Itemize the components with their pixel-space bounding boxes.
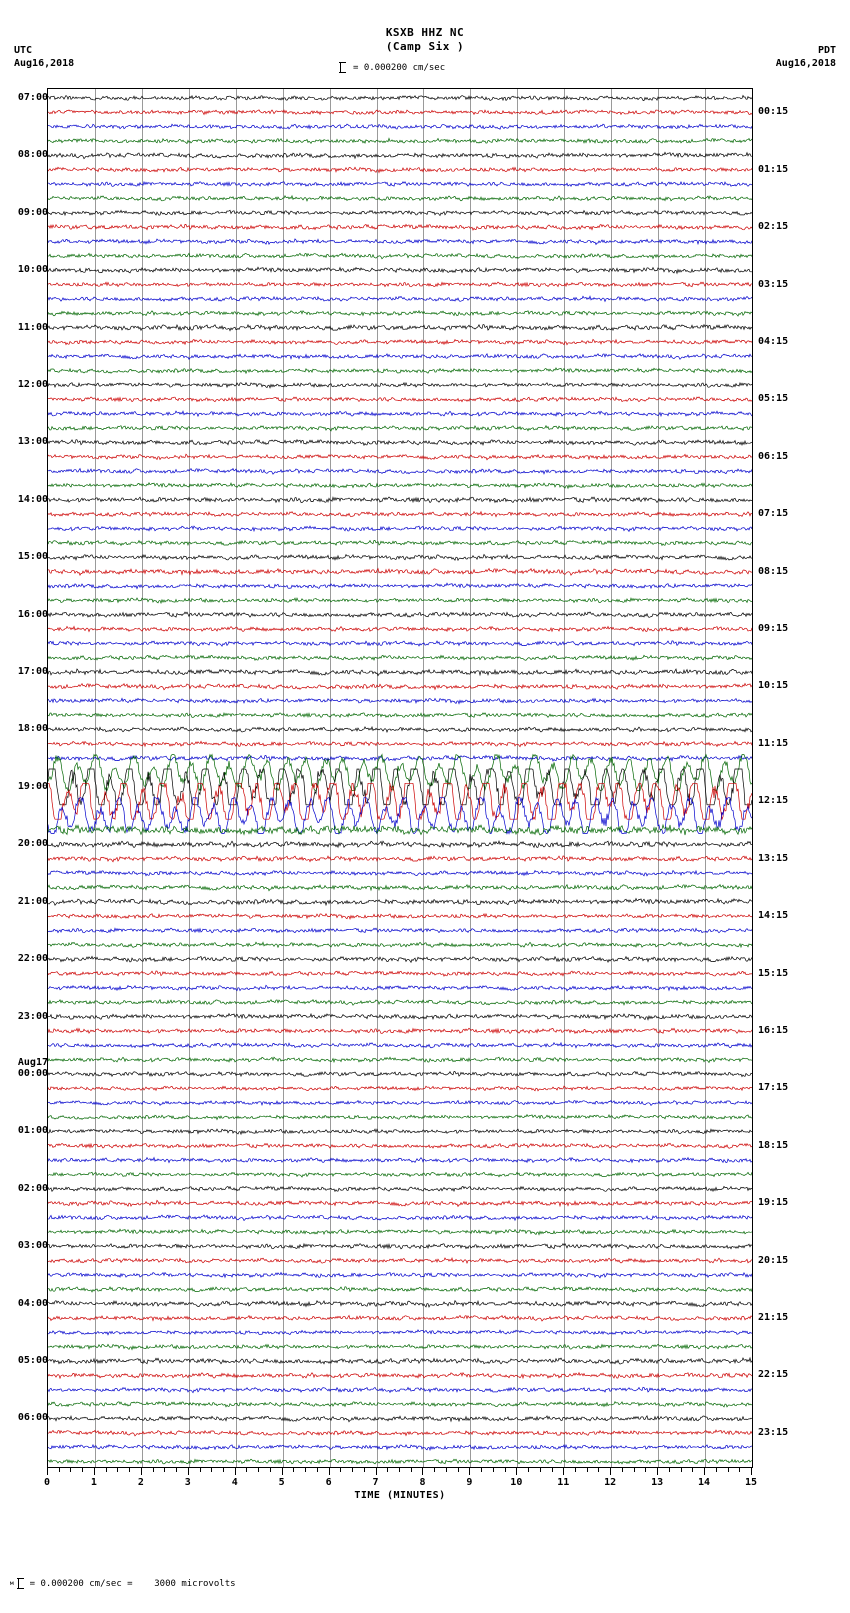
trace-line-33 [48,569,752,576]
trace-line-88 [48,1358,752,1364]
trace-line-39 [48,655,752,660]
utc-time-label-1900: 19:00 [17,780,48,792]
x-minor-tick [153,1468,154,1472]
pdt-time-label-1515: 15:15 [758,967,789,979]
scale-bar-icon [340,62,348,73]
trace-line-44 [48,727,752,732]
utc-time-label-0800: 08:00 [17,149,48,161]
x-minor-tick [598,1468,599,1472]
trace-line-2 [48,124,752,129]
trace-line-0 [48,96,752,101]
pdt-time-label-0115: 01:15 [758,163,789,175]
x-minor-tick [505,1468,506,1472]
trace-line-55 [48,885,752,891]
trace-line-37 [48,627,752,632]
x-minor-tick [411,1468,412,1472]
trace-line-90 [48,1387,752,1392]
x-minor-tick [540,1468,541,1472]
utc-time-label-1800: 18:00 [17,723,48,735]
trace-line-67 [48,1057,752,1062]
trace-line-87 [48,1344,752,1349]
x-minor-tick [200,1468,201,1472]
trace-line-52 [48,841,752,847]
x-minor-tick [681,1468,682,1472]
x-tick-label-5: 5 [278,1477,285,1488]
trace-line-81 [48,1258,752,1263]
trace-line-12 [48,267,752,273]
trace-line-82 [48,1273,752,1278]
trace-line-1 [48,110,752,115]
x-tick-6 [329,1468,330,1475]
trace-line-77 [48,1200,752,1206]
trace-line-26 [48,469,752,475]
x-tick-13 [657,1468,658,1475]
trace-line-34 [48,583,752,588]
trace-line-8 [48,210,752,215]
x-tick-1 [94,1468,95,1475]
trace-line-54 [48,871,752,876]
trace-line-6 [48,182,752,187]
pdt-time-label-1115: 11:15 [758,737,789,749]
pdt-label: PDT [817,45,836,56]
x-tick-4 [235,1468,236,1475]
trace-line-9 [48,224,752,230]
x-tick-label-11: 11 [557,1477,570,1488]
trace-line-17 [48,339,752,344]
trace-line-30 [48,526,752,531]
x-minor-tick [270,1468,271,1472]
x-minor-tick [575,1468,576,1472]
x-tick-14 [704,1468,705,1475]
pdt-time-label-1815: 18:15 [758,1139,789,1151]
trace-line-21 [48,397,752,402]
x-minor-tick [399,1468,400,1472]
pdt-date: Aug16,2018 [775,58,836,69]
x-tick-label-15: 15 [744,1477,758,1488]
x-tick-10 [516,1468,517,1475]
x-minor-tick [446,1468,447,1472]
x-minor-tick [317,1468,318,1472]
trace-line-65 [48,1028,752,1033]
x-minor-tick [634,1468,635,1472]
trace-line-59 [48,942,752,947]
trace-line-43 [48,713,752,718]
pdt-time-label-0515: 05:15 [758,393,789,405]
x-minor-tick [364,1468,365,1472]
utc-time-label-0000: 00:00 [17,1067,48,1079]
utc-time-label-1500: 15:00 [17,551,48,563]
trace-line-69 [48,1086,752,1091]
trace-line-78 [48,1215,752,1221]
x-tick-label-1: 1 [90,1477,97,1488]
pdt-time-label-2315: 23:15 [758,1426,789,1438]
trace-line-20 [48,383,752,388]
trace-line-80 [48,1244,752,1249]
trace-line-3 [48,138,752,143]
utc-time-label-0200: 02:00 [17,1182,48,1194]
pdt-time-label-0215: 02:15 [758,221,789,233]
trace-line-64 [48,1014,752,1020]
pdt-time-label-1915: 19:15 [758,1197,789,1209]
utc-time-label-0700: 07:00 [17,91,48,103]
pdt-time-label-2015: 20:15 [758,1254,789,1266]
trace-line-89 [48,1373,752,1379]
x-tick-12 [610,1468,611,1475]
footer-scale-note [10,1578,236,1589]
trace-line-95 [48,1459,752,1464]
utc-time-label-0100: 01:00 [17,1125,48,1137]
page-title: KSXB HHZ NC [385,26,465,39]
trace-line-19 [48,368,752,373]
trace-line-51 [48,825,752,835]
trace-line-45 [48,741,752,746]
utc-time-label-1700: 17:00 [17,666,48,678]
trace-line-71 [48,1115,752,1120]
utc-time-label-0500: 05:00 [17,1355,48,1367]
x-tick-label-4: 4 [231,1477,238,1488]
utc-time-label-1100: 11:00 [17,321,48,333]
pdt-time-label-2115: 21:15 [758,1312,789,1323]
x-minor-tick [340,1468,341,1472]
amplitude-scale-legend [340,62,445,73]
pdt-time-label-0415: 04:15 [758,335,789,347]
trace-line-83 [48,1287,752,1292]
utc-time-label-1400: 14:00 [17,493,48,505]
pdt-time-label-1315: 13:15 [758,852,789,864]
trace-line-93 [48,1430,752,1436]
utc-time-label-1600: 16:00 [17,608,48,620]
utc-date: Aug16,2018 [14,58,75,69]
x-minor-tick [82,1468,83,1472]
trace-line-74 [48,1158,752,1163]
trace-line-58 [48,928,752,933]
x-minor-tick [728,1468,729,1472]
utc-time-label-1000: 10:00 [17,264,48,276]
x-tick-3 [188,1468,189,1475]
trace-line-23 [48,426,752,431]
utc-time-label-2100: 21:00 [17,895,48,907]
x-tick-label-12: 12 [604,1477,617,1488]
trace-line-38 [48,641,752,646]
x-minor-tick [211,1468,212,1472]
x-minor-tick [458,1468,459,1472]
pdt-time-label-0715: 07:15 [758,508,789,520]
trace-line-92 [48,1416,752,1422]
trace-line-27 [48,483,752,489]
trace-line-28 [48,497,752,503]
pdt-header [776,44,836,70]
pdt-time-label-0315: 03:15 [758,278,789,290]
x-minor-tick [481,1468,482,1472]
footer-prefix: м [10,1580,14,1587]
trace-line-22 [48,411,752,416]
x-minor-tick [493,1468,494,1472]
x-tick-9 [469,1468,470,1475]
x-minor-tick [622,1468,623,1472]
trace-line-11 [48,253,752,258]
x-tick-2 [141,1468,142,1475]
pdt-time-label-0815: 08:15 [758,565,789,577]
trace-line-60 [48,956,752,962]
trace-line-31 [48,540,752,545]
x-tick-label-6: 6 [325,1477,332,1488]
x-tick-11 [563,1468,564,1475]
utc-time-label-1200: 12:00 [17,378,48,390]
x-tick-label-0: 0 [43,1477,51,1488]
trace-line-15 [48,311,752,316]
x-tick-0 [47,1468,48,1475]
trace-line-84 [48,1301,752,1307]
page-subtitle: (Camp Six ) [385,40,465,53]
footer-scale-bar-icon [18,1578,26,1589]
x-minor-tick [129,1468,130,1472]
x-minor-tick [293,1468,294,1472]
x-axis-title: TIME (MINUTES) [354,1490,446,1501]
trace-line-18 [48,354,752,360]
trace-line-91 [48,1402,752,1407]
x-tick-label-14: 14 [698,1477,711,1488]
utc-time-label-0300: 03:00 [17,1240,48,1252]
x-minor-tick [434,1468,435,1472]
trace-line-72 [48,1129,752,1134]
utc-time-label-2200: 22:00 [17,953,48,965]
utc-time-label-2000: 20:00 [17,838,48,850]
x-tick-15 [751,1468,752,1475]
trace-line-36 [48,612,752,617]
x-tick-8 [422,1468,423,1475]
pdt-time-label-0015: 00:15 [758,106,789,118]
x-minor-tick [552,1468,553,1472]
x-minor-tick [164,1468,165,1472]
x-minor-tick [223,1468,224,1472]
footer-scale-text: = 0.000200 cm/sec = 3000 microvolts [29,1578,236,1589]
utc-time-label-0400: 04:00 [17,1297,48,1309]
x-tick-7 [376,1468,377,1475]
trace-line-57 [48,914,752,919]
x-minor-tick [305,1468,306,1472]
trace-line-53 [48,856,752,862]
x-minor-tick [117,1468,118,1472]
x-minor-tick [59,1468,60,1472]
trace-line-70 [48,1101,752,1106]
x-minor-tick [70,1468,71,1472]
utc-time-label-0600: 06:00 [17,1412,48,1424]
x-minor-tick [246,1468,247,1472]
trace-line-16 [48,325,752,331]
x-tick-label-8: 8 [419,1477,426,1488]
pdt-time-label-0915: 09:15 [758,623,789,634]
trace-line-24 [48,440,752,446]
helicorder-plot[interactable] [47,88,753,1468]
trace-line-73 [48,1143,752,1148]
pdt-time-label-1415: 14:15 [758,910,789,922]
pdt-time-label-1715: 17:15 [758,1082,789,1094]
trace-layer [48,89,752,1467]
x-tick-label-13: 13 [651,1477,664,1488]
trace-line-13 [48,282,752,287]
x-minor-tick [645,1468,646,1472]
trace-line-42 [48,698,752,703]
pdt-time-label-2215: 22:15 [758,1369,789,1381]
utc-time-label-2300: 23:00 [17,1010,48,1022]
utc-time-label-Aug17: Aug17 [17,1056,48,1068]
utc-header [14,44,74,70]
x-minor-tick [352,1468,353,1472]
trace-line-79 [48,1229,752,1235]
trace-line-85 [48,1316,752,1322]
x-tick-label-3: 3 [184,1477,191,1488]
trace-line-41 [48,684,752,690]
x-tick-5 [282,1468,283,1475]
x-minor-tick [106,1468,107,1472]
trace-line-46 [48,756,752,762]
pdt-time-label-1615: 16:15 [758,1024,789,1036]
scale-legend-text: = 0.000200 cm/sec [353,62,446,73]
x-minor-tick [587,1468,588,1472]
x-minor-tick [387,1468,388,1472]
trace-line-76 [48,1186,752,1191]
x-minor-tick [528,1468,529,1472]
trace-line-63 [48,1000,752,1006]
x-tick-label-7: 7 [372,1477,379,1488]
x-minor-tick [258,1468,259,1472]
pdt-time-label-1215: 12:15 [758,795,789,807]
utc-time-label-1300: 13:00 [17,436,48,448]
x-minor-tick [716,1468,717,1472]
trace-line-5 [48,167,752,172]
trace-line-4 [48,152,752,158]
trace-line-66 [48,1043,752,1048]
x-tick-label-2: 2 [137,1477,144,1488]
trace-line-25 [48,454,752,460]
trace-line-7 [48,196,752,201]
x-axis [43,1468,758,1501]
trace-line-68 [48,1072,752,1077]
x-minor-tick [692,1468,693,1472]
utc-time-label-0900: 09:00 [17,206,48,218]
trace-line-35 [48,598,752,603]
trace-line-94 [48,1445,752,1450]
pdt-time-label-1015: 10:15 [758,680,789,692]
trace-line-86 [48,1330,752,1335]
trace-line-56 [48,899,752,906]
x-tick-label-10: 10 [510,1477,523,1488]
trace-line-10 [48,239,752,245]
trace-line-61 [48,971,752,976]
trace-line-32 [48,555,752,561]
trace-line-29 [48,512,752,517]
trace-line-75 [48,1172,752,1177]
utc-label: UTC [14,45,33,56]
x-minor-tick [739,1468,740,1472]
pdt-time-label-0615: 06:15 [758,450,789,462]
x-tick-label-9: 9 [466,1477,473,1488]
trace-line-14 [48,296,752,301]
x-minor-tick [176,1468,177,1472]
trace-line-40 [48,669,752,676]
trace-line-62 [48,985,752,991]
x-minor-tick [669,1468,670,1472]
